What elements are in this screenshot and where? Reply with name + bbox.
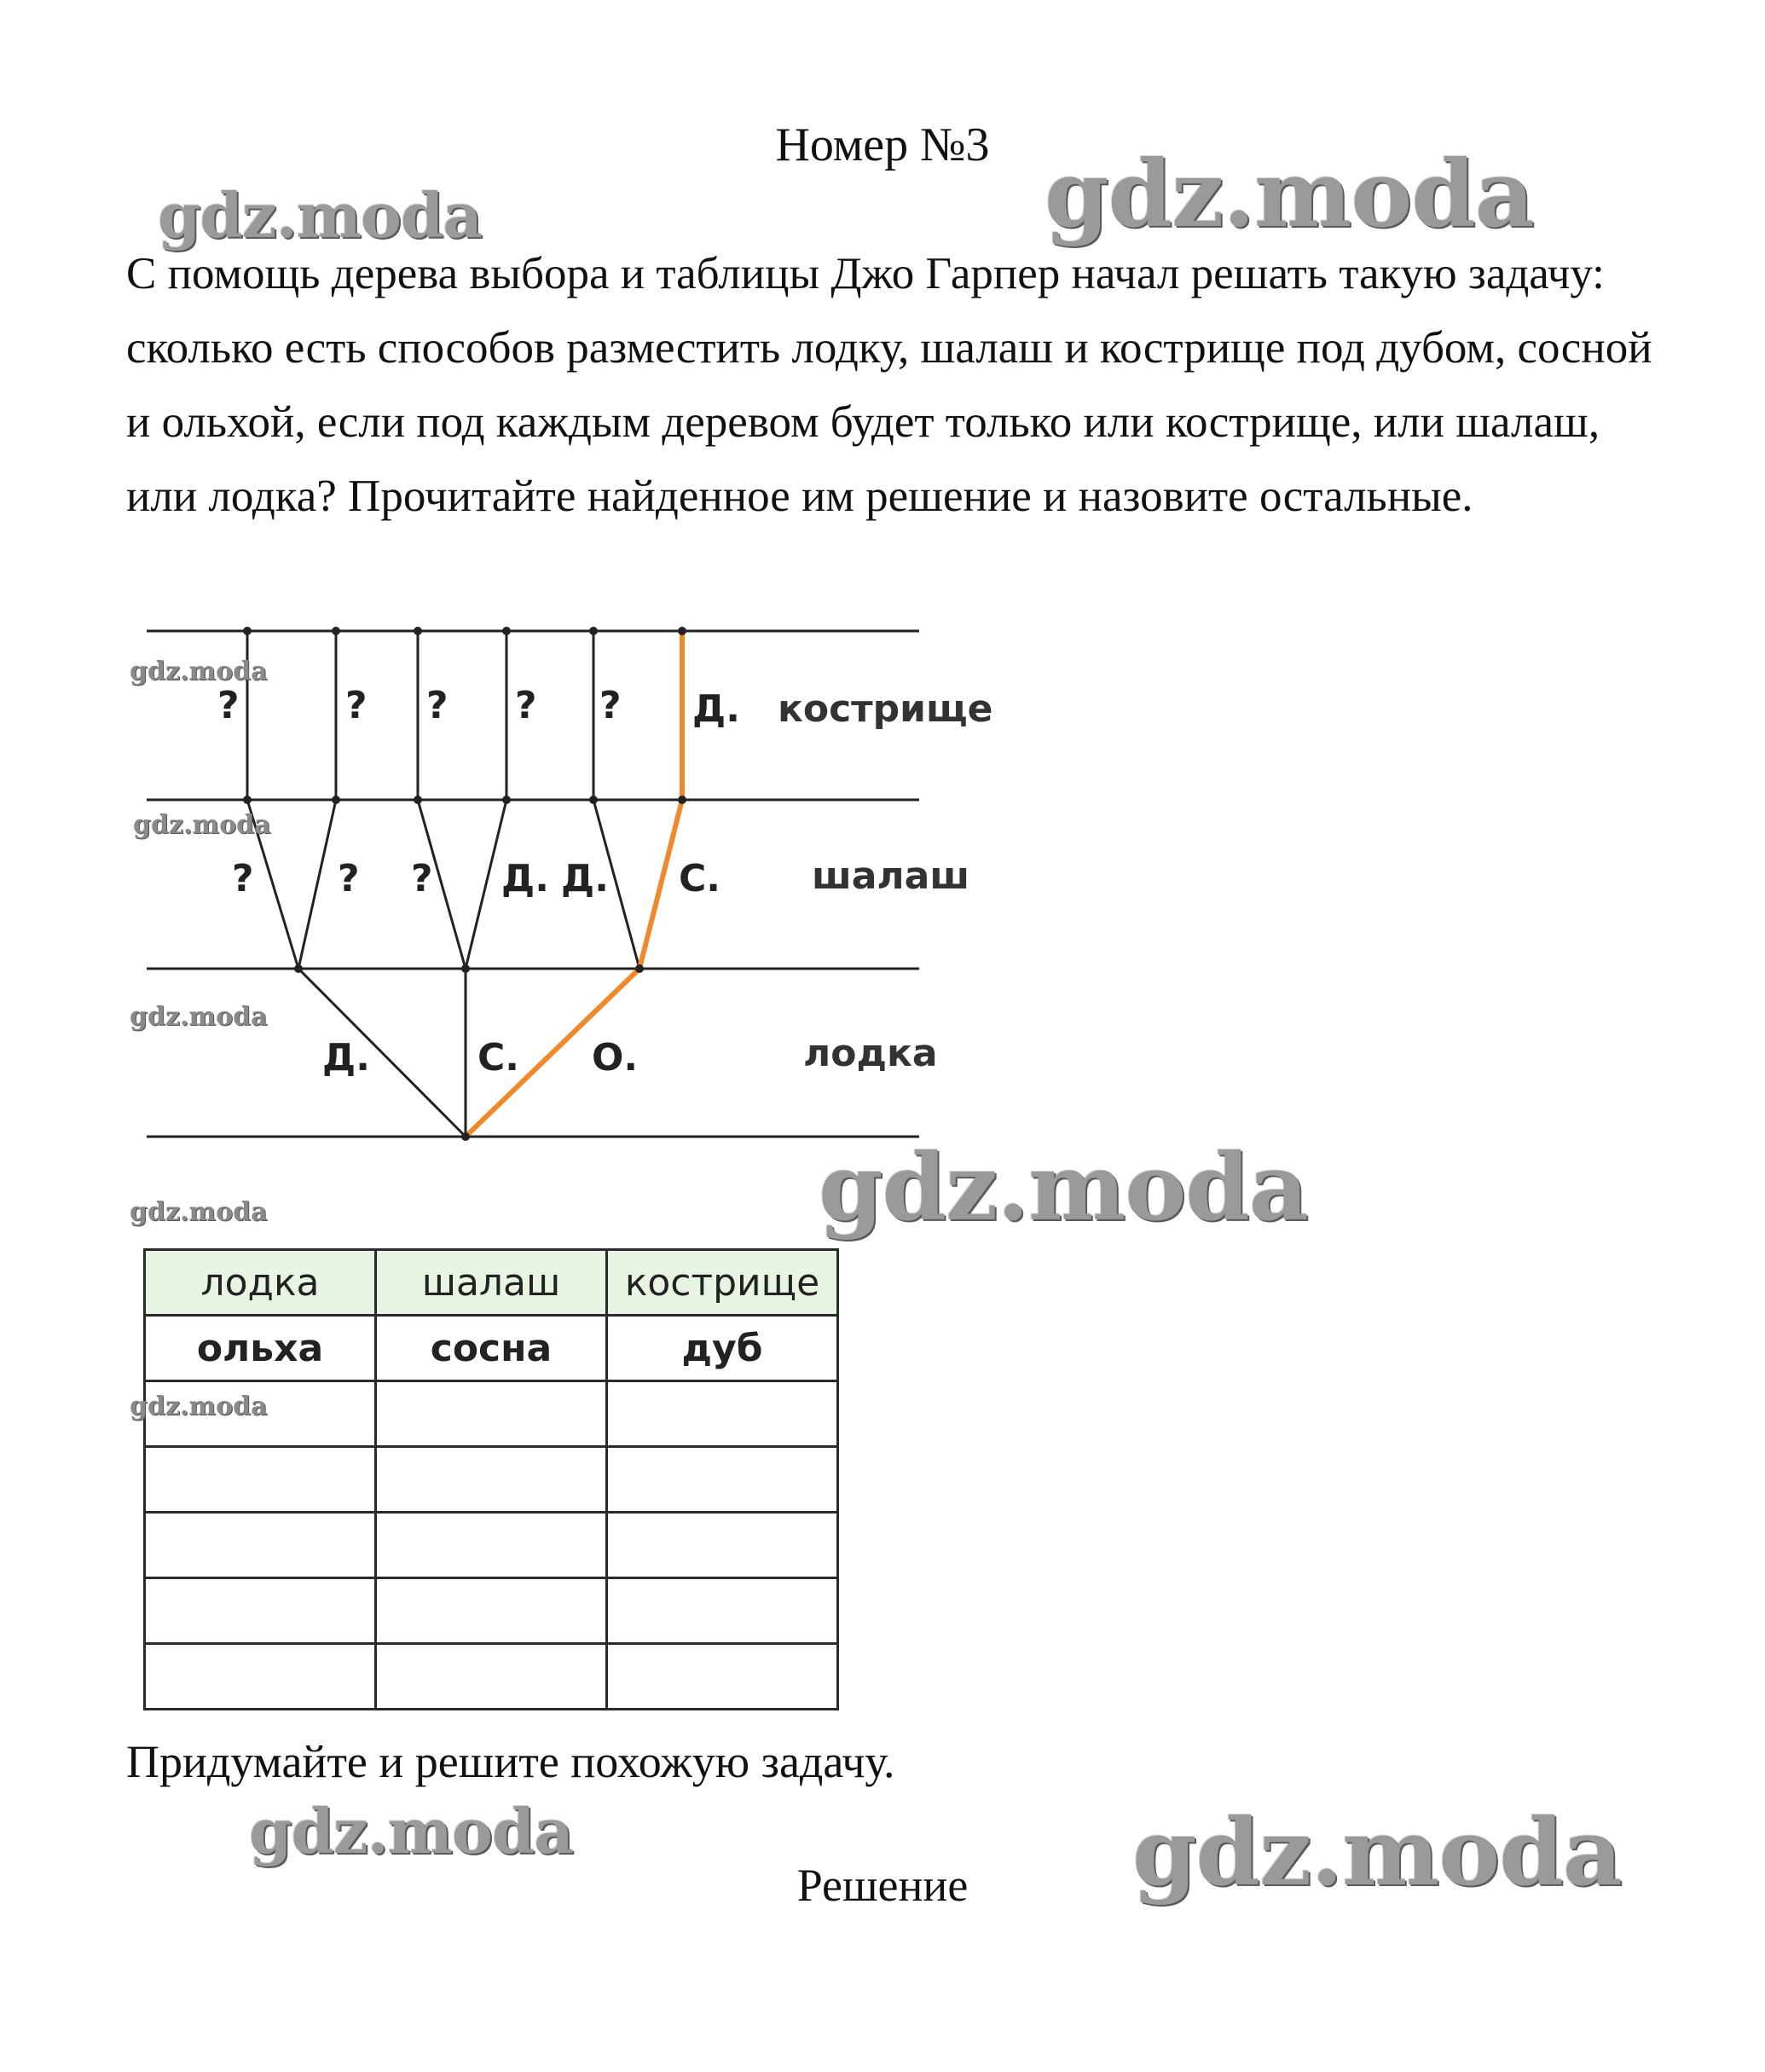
table-cell: ольха [145,1316,376,1381]
top-mark: ? [217,684,240,727]
table-row [145,1316,838,1381]
watermark: gdz.moda [1045,141,1534,248]
table-header-cell: лодка [145,1250,376,1316]
table-cell [376,1447,607,1513]
row-label-hut: шалаш [812,854,970,898]
table-row [145,1644,838,1710]
solution-heading: Решение [796,1860,969,1911]
watermark: gdz.moda [130,1392,268,1421]
table-cell [376,1513,607,1578]
node [243,796,252,804]
top-mark: Д. [692,687,740,731]
top-mark: ? [426,684,448,727]
table-header-cell: шалаш [376,1250,607,1316]
node [678,796,686,804]
table-row [145,1578,838,1644]
middle-mark: ? [338,857,360,900]
node [589,796,598,804]
table-cell [376,1381,607,1447]
node [414,796,422,804]
top-mark: ? [599,684,622,727]
watermark: gdz.moda [130,1197,268,1227]
row-label-campfire: кострище [778,687,993,731]
middle-mark: С. [679,857,721,900]
table-cell [607,1644,838,1710]
watermark: gdz.moda [819,1134,1308,1241]
table-cell: дуб [607,1316,838,1381]
table-cell [145,1447,376,1513]
table-cell: сосна [376,1316,607,1381]
page-title: Номер №3 [775,119,990,171]
table-header-row [145,1250,838,1316]
table-cell [607,1447,838,1513]
table-row [145,1447,838,1513]
node [294,964,303,973]
problem-text: С помощь дерева выбора и таблицы Джо Гарпер начал решать такую задачу: сколько есть способов разместить лодку, шалаш и кострище под дубом, сосной и ольхой, если под каждым деревом будет только или кострище, или шалаш, или лодка? Прочитайте найденное им решение и назовите остальные. [126,249,1652,521]
row-label-boat: лодка [803,1032,938,1075]
task-text: Придумайте и решите похожую задачу. [126,1736,895,1787]
table-row [145,1513,838,1578]
middle-mark: ? [232,857,254,900]
node [243,627,252,635]
table-cell [607,1381,838,1447]
node [461,1132,470,1141]
table-cell [145,1578,376,1644]
node [502,796,511,804]
middle-mark: Д. [561,857,609,900]
branch-m4 [466,800,506,969]
node [414,627,422,635]
watermark: gdz.moda [130,657,268,686]
branch-m2 [298,800,336,969]
bottom-mark: Д. [322,1036,370,1079]
node [461,964,470,973]
middle-mark: ? [411,857,433,900]
watermark: gdz.moda [1132,1799,1622,1907]
table-cell [607,1578,838,1644]
watermark: gdz.moda [158,179,482,252]
watermark: gdz.moda [133,810,271,840]
middle-mark: Д. [501,857,549,900]
watermark: gdz.moda [249,1795,573,1867]
node [678,627,686,635]
node [332,796,340,804]
table-cell [376,1578,607,1644]
node [502,627,511,635]
top-mark: ? [345,684,367,727]
node [589,627,598,635]
top-mark: ? [515,684,537,727]
table-cell [145,1513,376,1578]
node [332,627,340,635]
watermark: gdz.moda [130,1002,268,1032]
table-cell [145,1644,376,1710]
bottom-mark: О. [592,1036,639,1079]
branch-m6 [639,800,682,969]
node [635,964,644,973]
placement-table [143,1248,839,1710]
table-cell [607,1513,838,1578]
table-header-cell: кострище [607,1250,838,1316]
table-cell [376,1644,607,1710]
bottom-mark: С. [477,1036,520,1079]
